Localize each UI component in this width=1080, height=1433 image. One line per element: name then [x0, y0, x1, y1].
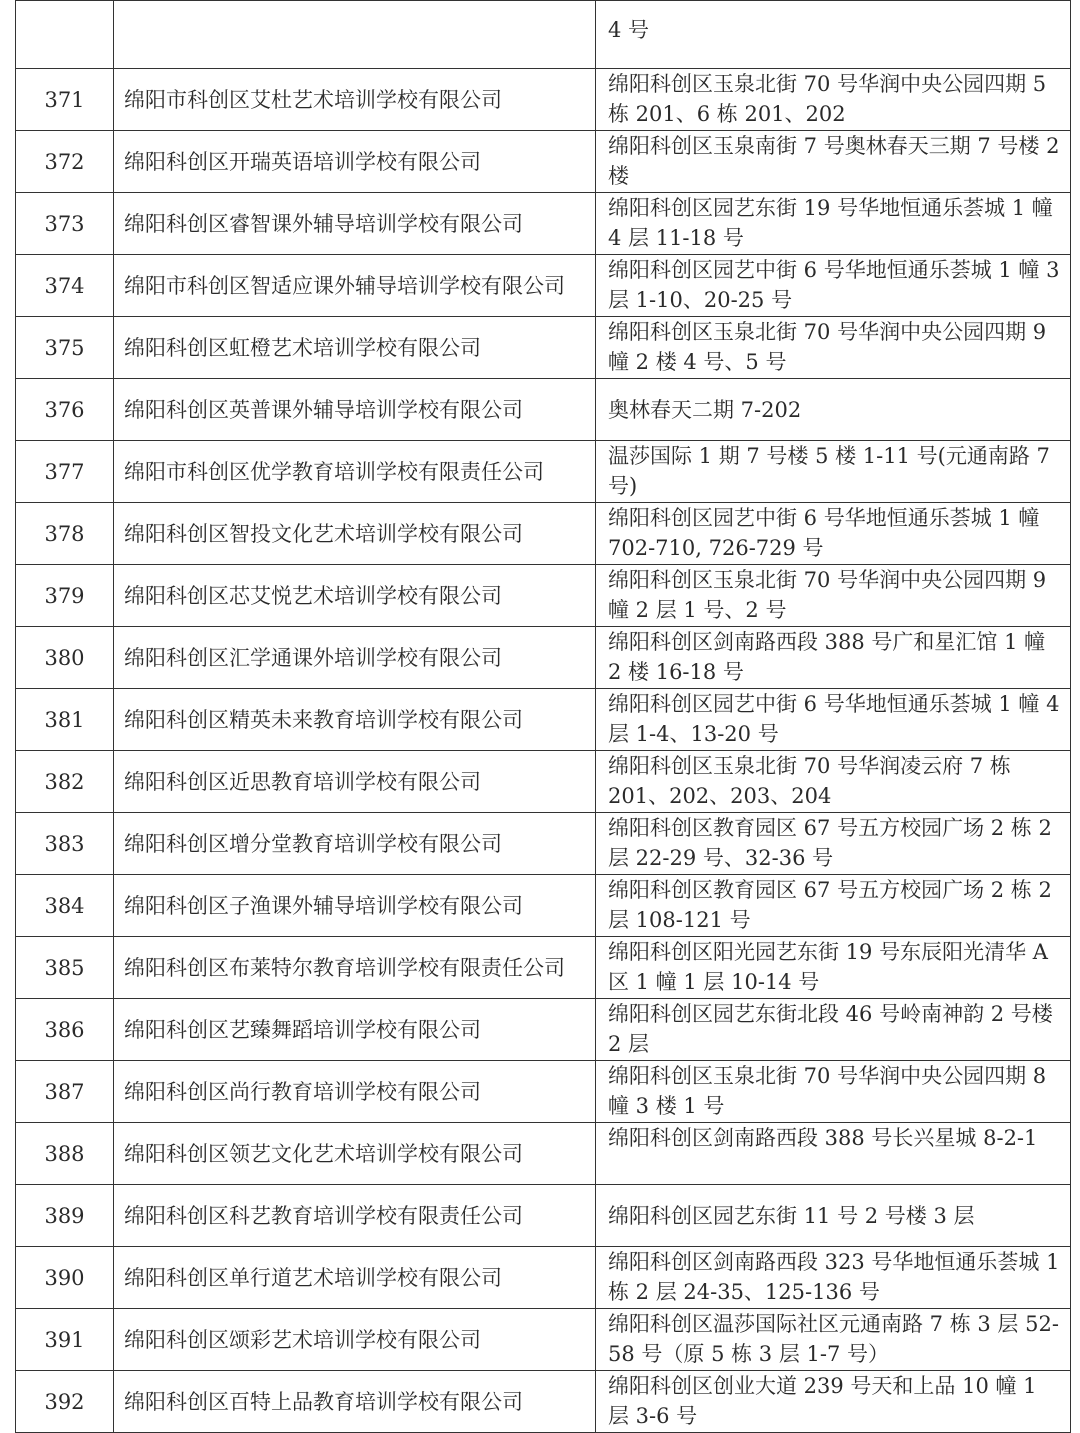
- school-address: 绵阳科创区玉泉北街 70 号华润中央公园四期 9 幢 2 楼 4 号、5 号: [596, 317, 1071, 379]
- table-row: [16, 1123, 1071, 1185]
- row-number: [16, 1, 114, 69]
- school-address: 奥林春天二期 7-202: [596, 379, 1071, 441]
- school-address: 绵阳科创区温莎国际社区元通南路 7 栋 3 层 52-58 号（原 5 栋 3 层 1-7 号）: [596, 1309, 1071, 1371]
- school-name: 绵阳市科创区智适应课外辅导培训学校有限公司: [114, 255, 596, 317]
- row-number: 377: [16, 441, 114, 503]
- school-name: 绵阳市科创区优学教育培训学校有限责任公司: [114, 441, 596, 503]
- school-name: 绵阳科创区虹橙艺术培训学校有限公司: [114, 317, 596, 379]
- school-address: 绵阳科创区玉泉南街 7 号奥林春天三期 7 号楼 2 楼: [596, 131, 1071, 193]
- table-row: [16, 1371, 1071, 1433]
- table-row: [16, 1185, 1071, 1247]
- school-address: 绵阳科创区园艺中街 6 号华地恒通乐荟城 1 幢 702-710, 726-729 号: [596, 503, 1071, 565]
- row-number: 375: [16, 317, 114, 379]
- school-address: 绵阳科创区园艺东街北段 46 号岭南神韵 2 号楼 2 层: [596, 999, 1071, 1061]
- school-address: 绵阳科创区园艺东街 11 号 2 号楼 3 层: [596, 1185, 1071, 1247]
- school-name: 绵阳科创区智投文化艺术培训学校有限公司: [114, 503, 596, 565]
- school-address: 绵阳科创区创业大道 239 号天和上品 10 幢 1 层 3-6 号: [596, 1371, 1071, 1433]
- table-row: [16, 69, 1071, 131]
- row-number: 372: [16, 131, 114, 193]
- school-name: 绵阳科创区颂彩艺术培训学校有限公司: [114, 1309, 596, 1371]
- school-list-table: [15, 0, 1071, 1433]
- school-address: 绵阳科创区剑南路西段 388 号广和星汇馆 1 幢 2 楼 16-18 号: [596, 627, 1071, 689]
- school-name: [114, 1, 596, 69]
- row-number: 378: [16, 503, 114, 565]
- school-address: 绵阳科创区玉泉北街 70 号华润中央公园四期 8 幢 3 楼 1 号: [596, 1061, 1071, 1123]
- school-name: 绵阳科创区睿智课外辅导培训学校有限公司: [114, 193, 596, 255]
- row-number: 387: [16, 1061, 114, 1123]
- table-row: [16, 255, 1071, 317]
- table-row: [16, 751, 1071, 813]
- school-name: 绵阳科创区芯艾悦艺术培训学校有限公司: [114, 565, 596, 627]
- table-row: [16, 131, 1071, 193]
- school-name: 绵阳科创区开瑞英语培训学校有限公司: [114, 131, 596, 193]
- school-address: 绵阳科创区剑南路西段 323 号华地恒通乐荟城 1 栋 2 层 24-35、125-136 号: [596, 1247, 1071, 1309]
- row-number: 376: [16, 379, 114, 441]
- school-name: 绵阳科创区汇学通课外培训学校有限公司: [114, 627, 596, 689]
- school-name: 绵阳科创区近思教育培训学校有限公司: [114, 751, 596, 813]
- table-row: [16, 875, 1071, 937]
- table-row: [16, 1247, 1071, 1309]
- table-row: [16, 565, 1071, 627]
- table-row: [16, 503, 1071, 565]
- school-name: 绵阳科创区尚行教育培训学校有限公司: [114, 1061, 596, 1123]
- school-address: 绵阳科创区教育园区 67 号五方校园广场 2 栋 2 层 22-29 号、32-36 号: [596, 813, 1071, 875]
- table-row: [16, 379, 1071, 441]
- row-number: 379: [16, 565, 114, 627]
- school-name: 绵阳科创区艺臻舞蹈培训学校有限公司: [114, 999, 596, 1061]
- school-address: 绵阳科创区玉泉北街 70 号华润凌云府 7 栋 201、202、203、204: [596, 751, 1071, 813]
- school-address: 绵阳科创区教育园区 67 号五方校园广场 2 栋 2 层 108-121 号: [596, 875, 1071, 937]
- school-address: 绵阳科创区园艺中街 6 号华地恒通乐荟城 1 幢 4 层 1-4、13-20 号: [596, 689, 1071, 751]
- school-address: 绵阳科创区阳光园艺东街 19 号东辰阳光清华 A 区 1 幢 1 层 10-14 号: [596, 937, 1071, 999]
- table-row: [16, 689, 1071, 751]
- school-name: 绵阳科创区精英未来教育培训学校有限公司: [114, 689, 596, 751]
- row-number: 382: [16, 751, 114, 813]
- table-row: [16, 999, 1071, 1061]
- row-number: 373: [16, 193, 114, 255]
- school-address: 温莎国际 1 期 7 号楼 5 楼 1-11 号(元通南路 7 号): [596, 441, 1071, 503]
- school-name: 绵阳市科创区艾杜艺术培训学校有限公司: [114, 69, 596, 131]
- table-row: [16, 193, 1071, 255]
- school-name: 绵阳科创区增分堂教育培训学校有限公司: [114, 813, 596, 875]
- row-number: 374: [16, 255, 114, 317]
- school-address: 绵阳科创区玉泉北街 70 号华润中央公园四期 9 幢 2 层 1 号、2 号: [596, 565, 1071, 627]
- table-row: [16, 627, 1071, 689]
- row-number: 381: [16, 689, 114, 751]
- row-number: 388: [16, 1123, 114, 1185]
- school-address: 绵阳科创区剑南路西段 388 号长兴星城 8-2-1: [596, 1123, 1071, 1185]
- school-name: 绵阳科创区英普课外辅导培训学校有限公司: [114, 379, 596, 441]
- school-name: 绵阳科创区子渔课外辅导培训学校有限公司: [114, 875, 596, 937]
- row-number: 380: [16, 627, 114, 689]
- school-name: 绵阳科创区科艺教育培训学校有限责任公司: [114, 1185, 596, 1247]
- row-number: 384: [16, 875, 114, 937]
- row-number: 391: [16, 1309, 114, 1371]
- row-number: 383: [16, 813, 114, 875]
- school-name: 绵阳科创区布莱特尔教育培训学校有限责任公司: [114, 937, 596, 999]
- row-number: 371: [16, 69, 114, 131]
- row-number: 386: [16, 999, 114, 1061]
- school-address: 绵阳科创区玉泉北街 70 号华润中央公园四期 5 栋 201、6 栋 201、202: [596, 69, 1071, 131]
- table-row: [16, 1, 1071, 69]
- table-row: [16, 441, 1071, 503]
- row-number: 389: [16, 1185, 114, 1247]
- row-number: 385: [16, 937, 114, 999]
- table-row: [16, 813, 1071, 875]
- row-number: 392: [16, 1371, 114, 1433]
- table-row: [16, 937, 1071, 999]
- school-address: 绵阳科创区园艺中街 6 号华地恒通乐荟城 1 幢 3 层 1-10、20-25 号: [596, 255, 1071, 317]
- table-body: [16, 1, 1071, 1433]
- table-row: [16, 317, 1071, 379]
- school-address: 绵阳科创区园艺东街 19 号华地恒通乐荟城 1 幢 4 层 11-18 号: [596, 193, 1071, 255]
- school-name: 绵阳科创区单行道艺术培训学校有限公司: [114, 1247, 596, 1309]
- row-number: 390: [16, 1247, 114, 1309]
- school-name: 绵阳科创区百特上品教育培训学校有限公司: [114, 1371, 596, 1433]
- school-name: 绵阳科创区领艺文化艺术培训学校有限公司: [114, 1123, 596, 1185]
- table-row: [16, 1061, 1071, 1123]
- school-address: 4 号: [596, 1, 1071, 69]
- table-row: [16, 1309, 1071, 1371]
